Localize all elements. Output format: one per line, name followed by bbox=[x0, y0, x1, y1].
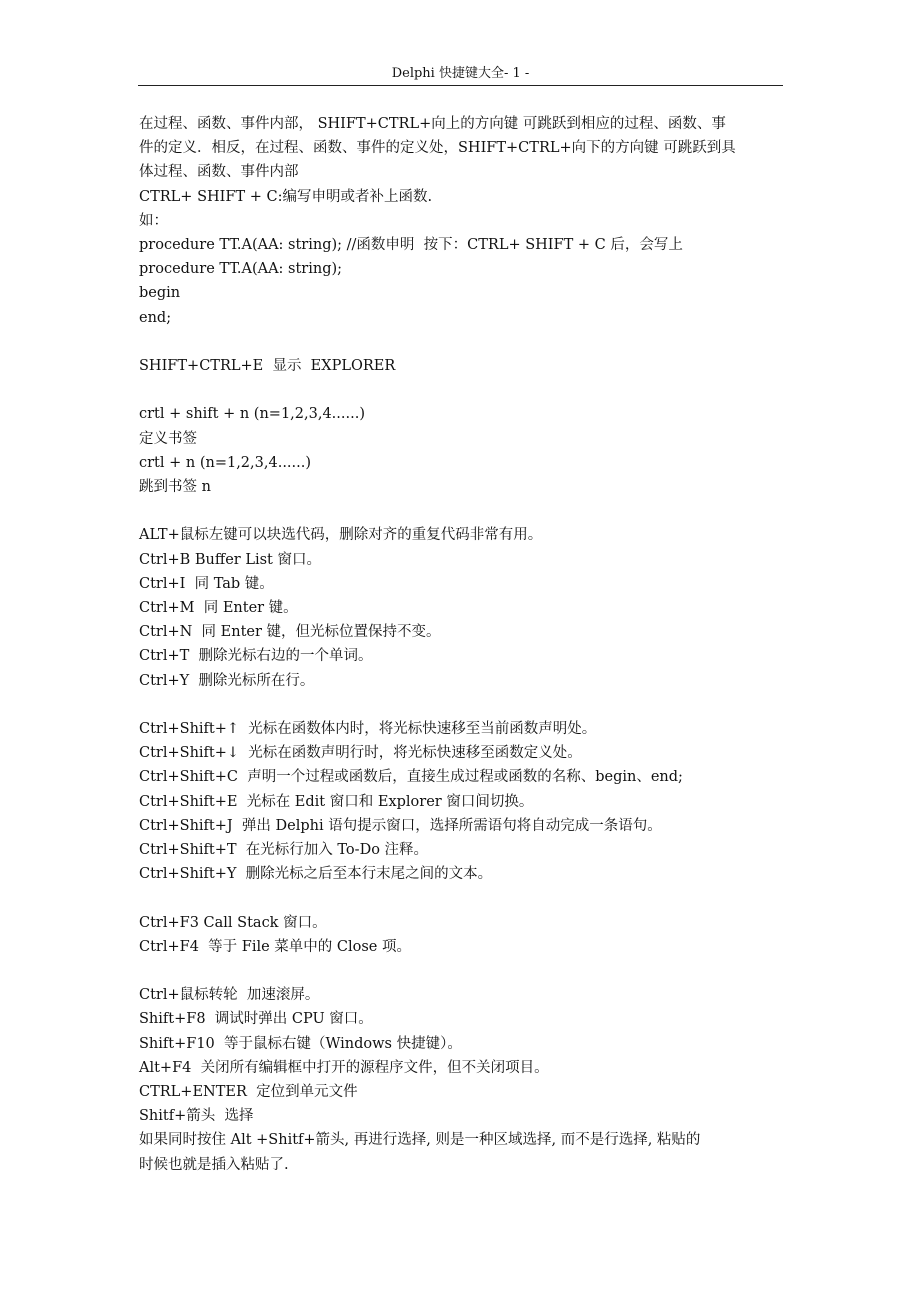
header-rule bbox=[138, 85, 783, 86]
text-line: Ctrl+N 同 Enter 键，但光标位置保持不变。 bbox=[139, 624, 441, 641]
document-body bbox=[139, 112, 784, 1177]
text-line: Shitf+箭头 选择 bbox=[139, 1108, 254, 1125]
blank-line bbox=[139, 330, 784, 354]
text-line: CTRL+ SHIFT + C:编写申明或者补上函数. bbox=[139, 188, 433, 205]
text-line: 定义书签 bbox=[139, 430, 197, 447]
page-header: Delphi 快捷键大全- 1 - bbox=[391, 66, 530, 81]
text-line: procedure TT.A(AA: string); bbox=[139, 261, 343, 278]
text-line: 件的定义．相反，在过程、函数、事件的定义处，SHIFT+CTRL+向下的方向键 可跳跃到具 bbox=[139, 140, 736, 157]
text-line: Ctrl+Y 删除光标所在行。 bbox=[139, 672, 315, 689]
blank-line bbox=[139, 378, 784, 402]
text-line: 时候也就是插入粘贴了. bbox=[139, 1156, 289, 1173]
text-line: procedure TT.A(AA: string); //函数申明 按下：CTRL+ SHIFT + C 后，会写上 bbox=[139, 237, 683, 254]
text-line: Ctrl+Shift+Y 删除光标之后至本行末尾之间的文本。 bbox=[139, 866, 493, 883]
text-line: begin bbox=[139, 285, 181, 302]
text-line: Ctrl+Shift+C 声明一个过程或函数后，直接生成过程或函数的名称、begin、end; bbox=[139, 769, 683, 786]
text-line: Ctrl+F3 Call Stack 窗口。 bbox=[139, 914, 327, 931]
text-line: crtl + n (n=1,2,3,4......) bbox=[139, 454, 312, 471]
blank-line bbox=[139, 499, 784, 523]
text-line: Shift+F8 调试时弹出 CPU 窗口。 bbox=[139, 1011, 373, 1028]
text-line: CTRL+ENTER 定位到单元文件 bbox=[139, 1084, 358, 1101]
text-line: Ctrl+鼠标转轮 加速滚屏。 bbox=[139, 987, 320, 1004]
text-line: 如果同时按住 Alt +Shitf+箭头, 再进行选择, 则是一种区域选择, 而不是行选择, 粘贴的 bbox=[139, 1132, 701, 1149]
text-line: Ctrl+F4 等于 File 菜单中的 Close 项。 bbox=[139, 938, 411, 955]
text-line: Ctrl+B Buffer List 窗口。 bbox=[139, 551, 321, 568]
text-line: ALT+鼠标左键可以块选代码，删除对齐的重复代码非常有用。 bbox=[139, 527, 543, 544]
text-line: Shift+F10 等于鼠标右键（Windows 快捷键）。 bbox=[139, 1035, 462, 1052]
text-line: Ctrl+T 删除光标右边的一个单词。 bbox=[139, 648, 373, 665]
text-line: 在过程、函数、事件内部， SHIFT+CTRL+向上的方向键 可跳跃到相应的过程、函数、事 bbox=[139, 116, 726, 132]
text-line: 体过程、函数、事件内部 bbox=[139, 164, 299, 181]
text-line: SHIFT+CTRL+E 显示 EXPLORER bbox=[139, 358, 396, 375]
text-line: Ctrl+I 同 Tab 键。 bbox=[139, 575, 274, 592]
text-line: Ctrl+M 同 Enter 键。 bbox=[139, 600, 298, 617]
blank-line bbox=[139, 959, 784, 983]
text-line: 如： bbox=[139, 212, 168, 229]
text-line: end; bbox=[139, 309, 172, 326]
text-line: crtl + shift + n (n=1,2,3,4......) bbox=[139, 406, 365, 423]
text-line: Ctrl+Shift+T 在光标行加入 To-Do 注释。 bbox=[139, 842, 429, 859]
blank-line bbox=[139, 886, 784, 910]
text-line: Ctrl+Shift+↑ 光标在函数体内时，将光标快速移至当前函数声明处。 bbox=[139, 721, 597, 738]
text-line: Ctrl+Shift+E 光标在 Edit 窗口和 Explorer 窗口间切换。 bbox=[139, 793, 534, 810]
text-line: Ctrl+Shift+↓ 光标在函数声明行时，将光标快速移至函数定义处。 bbox=[139, 745, 582, 762]
blank-line bbox=[139, 693, 784, 717]
text-line: Alt+F4 关闭所有编辑框中打开的源程序文件，但不关闭项目。 bbox=[139, 1059, 549, 1076]
text-line: Ctrl+Shift+J 弹出 Delphi 语句提示窗口，选择所需语句将自动完成一条语句。 bbox=[139, 817, 662, 834]
text-line: 跳到书签 n bbox=[139, 479, 211, 496]
